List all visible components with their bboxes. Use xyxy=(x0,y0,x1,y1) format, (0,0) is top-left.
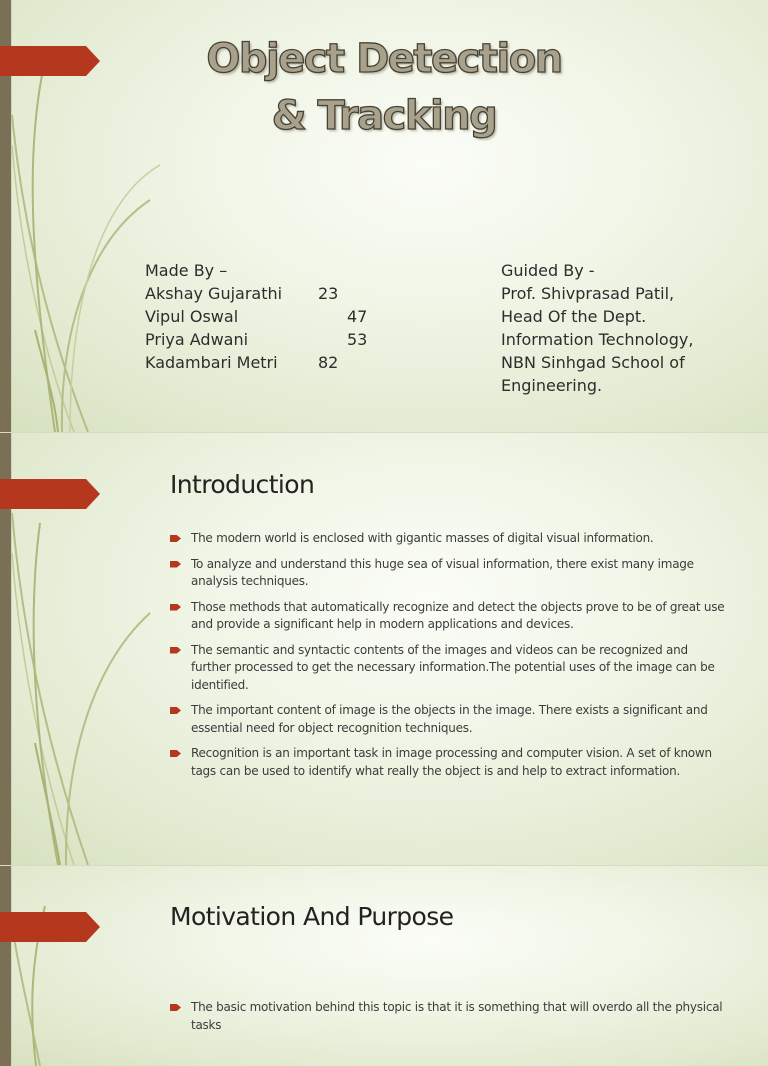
member-row xyxy=(145,328,368,351)
bullet-text: The modern world is enclosed with gigantic masses of digital visual information. xyxy=(191,531,654,545)
arrow-bullet-icon xyxy=(170,750,181,757)
title-line-1: Object Detection xyxy=(206,36,562,82)
list-item xyxy=(170,642,725,695)
member-name: Kadambari Metri xyxy=(145,353,278,372)
bullet-list xyxy=(170,999,725,1042)
guide-line: NBN Sinhgad School of xyxy=(501,353,685,372)
guided-by-block xyxy=(501,259,693,397)
arrow-bullet-icon xyxy=(170,561,181,568)
member-row xyxy=(145,282,339,305)
member-row xyxy=(145,305,368,328)
list-item xyxy=(170,999,725,1034)
introduction-slide xyxy=(0,433,768,865)
title-slide xyxy=(0,0,768,432)
bullet-text: Those methods that automatically recognize and detect the objects prove to be of great use and provide a significant help in modern applications and devices. xyxy=(191,599,725,631)
arrow-bullet-icon xyxy=(170,707,181,714)
arrow-bullet-icon xyxy=(170,1004,181,1011)
slide-heading: Motivation And Purpose xyxy=(170,902,454,931)
list-item xyxy=(170,556,725,591)
bullet-text: The basic motivation behind this topic is that it is something that will overdo all the physical tasks xyxy=(191,1000,723,1032)
bullet-list xyxy=(170,530,725,788)
arrow-bullet-icon xyxy=(170,535,181,542)
bullet-text: To analyze and understand this huge sea of visual information, there exist many image analysis techniques. xyxy=(191,556,694,588)
member-row xyxy=(145,351,339,374)
list-item xyxy=(170,530,725,548)
member-roll: 47 xyxy=(347,307,368,326)
member-name: Vipul Oswal xyxy=(145,307,239,326)
guide-line: Head Of the Dept. xyxy=(501,307,647,326)
arrow-bullet-icon xyxy=(170,604,181,611)
decorative-swirl xyxy=(0,866,160,1066)
guide-line: Prof. Shivprasad Patil, xyxy=(501,284,675,303)
made-by-block xyxy=(145,259,368,374)
bullet-text: Recognition is an important task in image processing and computer vision. A set of known tags can be used to identify what really the object is and help to extract information. xyxy=(191,746,712,778)
arrow-bullet-icon xyxy=(170,647,181,654)
made-by-heading: Made By – xyxy=(145,261,228,280)
member-roll: 82 xyxy=(318,353,339,372)
guide-line: Information Technology, xyxy=(501,330,694,349)
title-line-2: & Tracking xyxy=(271,93,497,139)
motivation-slide xyxy=(0,866,768,1066)
bullet-text: The important content of image is the objects in the image. There exists a significant and essential need for object recognition techniques. xyxy=(191,703,708,735)
slide-arrow-tab xyxy=(0,912,100,942)
guided-by-heading: Guided By - xyxy=(501,261,595,280)
slide-arrow-tab xyxy=(0,479,100,509)
list-item xyxy=(170,599,725,634)
list-item xyxy=(170,702,725,737)
guide-line: Engineering. xyxy=(501,376,603,395)
member-roll: 53 xyxy=(347,330,368,349)
member-name: Priya Adwani xyxy=(145,330,249,349)
list-item xyxy=(170,745,725,780)
bullet-text: The semantic and syntactic contents of the images and videos can be recognized and further processed to get the necessary information.The potential uses of the image can be identified. xyxy=(191,642,715,692)
slide-heading: Introduction xyxy=(170,470,315,499)
member-roll: 23 xyxy=(318,284,339,303)
member-name: Akshay Gujarathi xyxy=(145,284,283,303)
